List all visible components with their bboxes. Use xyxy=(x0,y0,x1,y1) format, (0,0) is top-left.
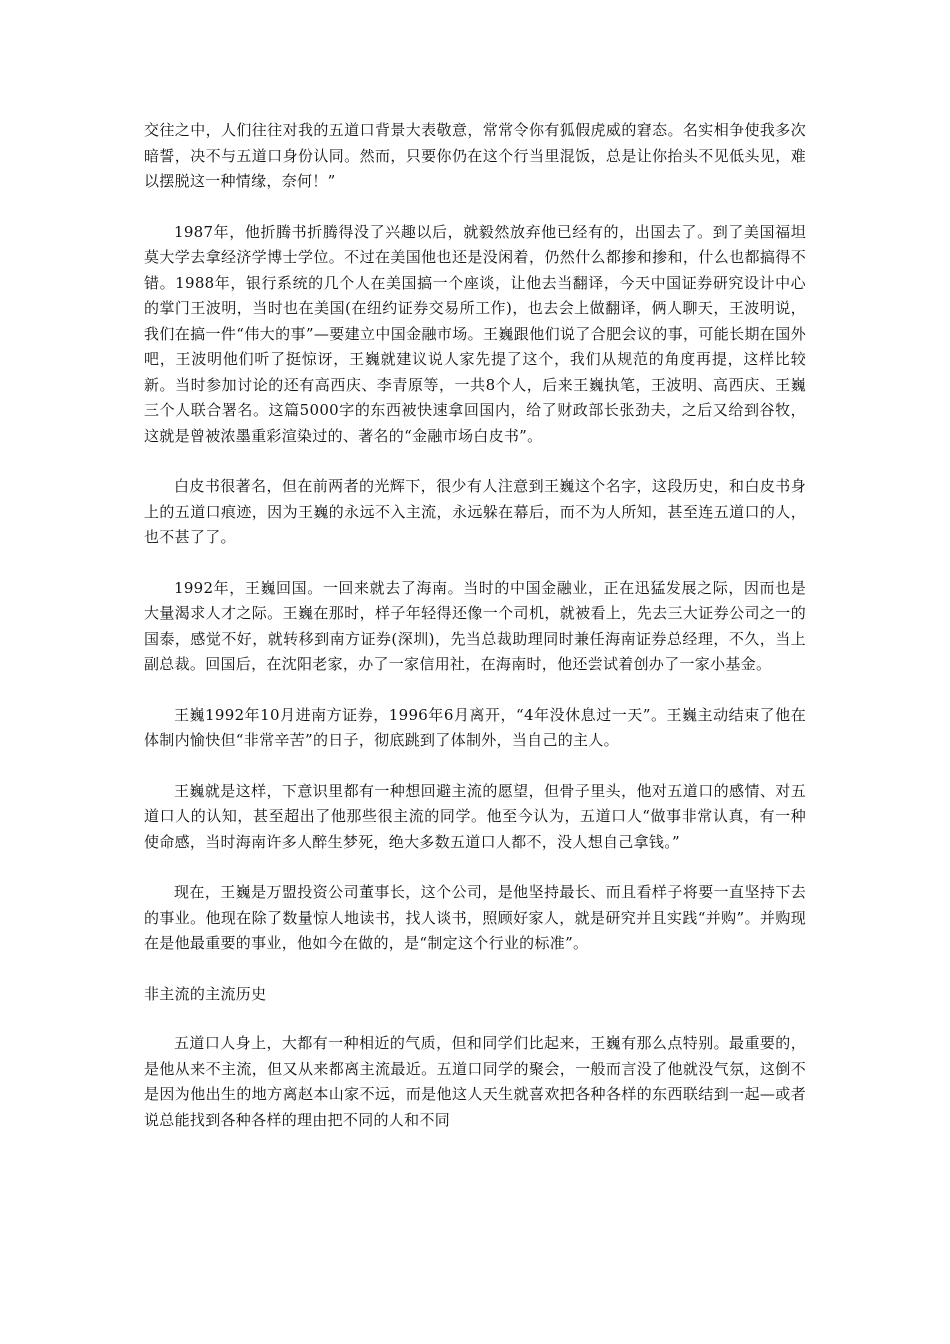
paragraph-3: 白皮书很著名，但在前两者的光辉下，很少有人注意到王巍这个名字，这段历史，和白皮书身上的五道口痕迹，因为王巍的永远不入主流，永远躲在幕后，而不为人所知，甚至连五道口的人，也不甚了了。 xyxy=(144,477,806,546)
paragraph-8: 五道口人身上，大都有一种相近的气质，但和同学们比起来，王巍有那么点特别。最重要的，是他从来不主流，但又从来都离主流最近。五道口同学的聚会，一般而言没了他就没气氛，这倒不是因为他出生的地方离赵本山家不远，而是他这人天生就喜欢把各种各样的东西联结到一起—或者说总能找到各种各样的理由把不同的人和不同 xyxy=(144,1034,806,1129)
paragraph-2: 1987年，他折腾书折腾得没了兴趣以后，就毅然放弃他已经有的，出国去了。到了美国福坦莫大学去拿经济学博士学位。不过在美国他也还是没闲着，仍然什么都掺和掺和，什么也都搞得不错。1988年，银行系统的几个人在美国搞一个座谈，让他去当翻译，今天中国证券研究设计中心的掌门王波明，当时也在美国(在纽约证券交易所工作)，也去会上做翻译，俩人聊天，王波明说，我们在搞一件“伟大的事”—要建立中国金融市场。王巍跟他们说了合肥会议的事，可能长期在国外吧，王波明他们听了挺惊讶，王巍就建议说人家先提了这个，我们从规范的角度再提，这样比较新。当时参加讨论的还有高西庆、李青原等，一共8个人，后来王巍执笔，王波明、高西庆、王巍三个人联合署名。这篇5000字的东西被快速拿回国内，给了财政部长张劲夫，之后又给到谷牧，这就是曾被浓墨重彩渲染过的、著名的“金融市场白皮书”。 xyxy=(144,222,806,445)
document-body xyxy=(144,118,806,1158)
paragraph-6: 王巍就是这样，下意识里都有一种想回避主流的愿望，但骨子里头，他对五道口的感情、对五道口人的认知，甚至超出了他那些很主流的同学。他至今认为，五道口人“做事非常认真，有一种使命感，当时海南许多人醉生梦死，绝大多数五道口人都不，没人想自己拿钱。” xyxy=(144,781,806,851)
paragraph-5: 王巍1992年10月进南方证券，1996年6月离开，“4年没休息过一天”。王巍主动结束了他在体制内愉快但“非常辛苦”的日子，彻底跳到了体制外，当自己的主人。 xyxy=(144,705,806,749)
paragraph-4: 1992年，王巍回国。一回来就去了海南。当时的中国金融业，正在迅猛发展之际，因而也是大量渴求人才之际。王巍在那时，样子年轻得还像一个司机，就被看上，先去三大证券公司之一的国泰，感觉不好，就转移到南方证券(深圳)，先当总裁助理同时兼任海南证券总经理，不久，当上副总裁。回国后，在沈阳老家，办了一家信用社，在海南时，他还尝试着创办了一家小基金。 xyxy=(144,578,806,673)
paragraph-1: 交往之中，人们往往对我的五道口背景大表敬意，常常令你有狐假虎威的窘态。名实相争使我多次暗誓，决不与五道口身份认同。然而，只要你仍在这个行当里混饭，总是让你抬头不见低头见，难以摆脱这一种情缘，奈何！” xyxy=(144,121,806,190)
paragraph-7: 现在，王巍是万盟投资公司董事长，这个公司，是他坚持最长、而且看样子将要一直坚持下去的事业。他现在除了数量惊人地读书，找人谈书，照顾好家人，就是研究并且实践“并购”。并购现在是他最重要的事业，他如今在做的，是“制定这个行业的标准”。 xyxy=(144,883,806,952)
section-heading: 非主流的主流历史 xyxy=(144,984,267,1003)
